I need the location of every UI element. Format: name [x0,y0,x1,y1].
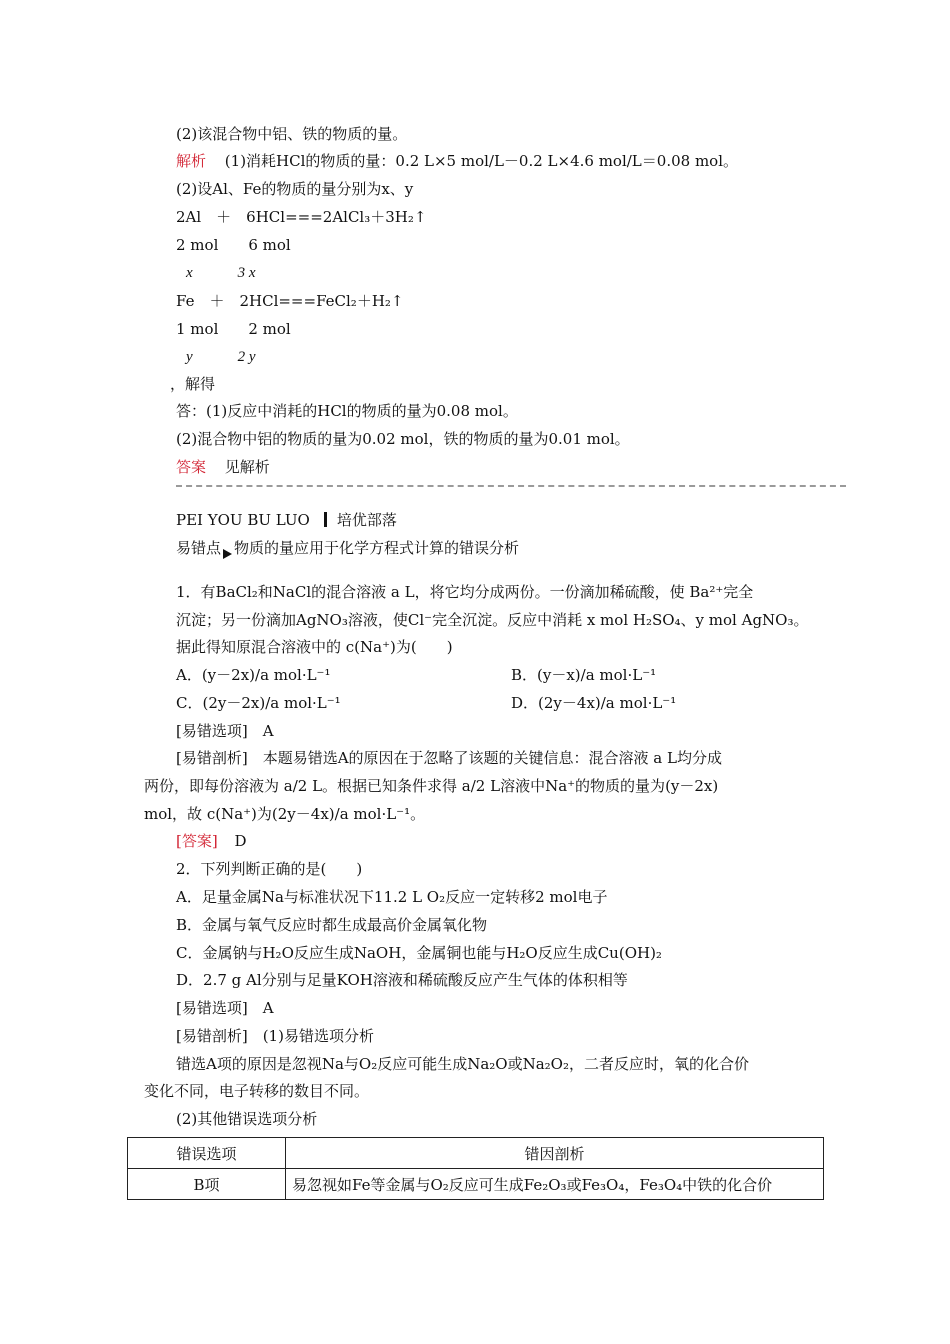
q1-wrong-option: [易错选项] A [176,722,274,740]
q1-option-a: A．(y－2x)/a mol·L⁻¹ [176,666,331,684]
equation-fe-mol: 1 mol 2 mol [176,320,291,338]
q1-stem-2: 沉淀；另一份滴加AgNO₃溶液，使Cl⁻完全沉淀。反应中消耗 x mol H₂SO₄、y mol AgNO₃。 [176,611,809,629]
q1-analysis-2: 两份，即每份溶液为 a/2 L。根据已知条件求得 a/2 L溶液中Na⁺的物质的量为(y－2x) [144,777,719,795]
equation-al-vars: x 3 x [186,265,256,281]
play-triangle-icon [223,549,232,559]
answer-text: 见解析 [224,458,270,476]
equation-al: 2Al ＋ 6HCl===2AlCl₃＋3H₂↑ [176,208,427,226]
error-analysis-table [127,1137,824,1200]
q2-option-b: B．金属与氧气反应时都生成最高价金属氧化物 [176,916,488,934]
q1-answer-value: D [234,832,247,850]
q1-analysis-3: mol，故 c(Na⁺)为(2y－4x)/a mol·L⁻¹。 [144,805,426,823]
section-bar [324,512,327,527]
table-cell: B项 [128,1169,286,1200]
section-divider [176,485,846,487]
table-cell: 易忽视如Fe等金属与O₂反应可生成Fe₂O₃或Fe₃O₄，Fe₃O₄中铁的化合价 [286,1169,824,1200]
error-point-heading [176,538,519,559]
q1-option-d: D．(2y－4x)/a mol·L⁻¹ [511,694,677,712]
q1-answer-label: [答案] [176,832,218,850]
analysis-label: 解析 [176,152,207,170]
error-point-title: 物质的量应用于化学方程式计算的错误分析 [234,539,520,557]
error-point-label: 易错点 [176,539,222,557]
solve-text: ，解得 [170,375,216,393]
section-header [176,510,397,530]
answer-line-1: 答：(1)反应中消耗的HCl的物质的量为0.08 mol。 [176,402,518,420]
answer-line-2: (2)混合物中铝的物质的量为0.02 mol，铁的物质的量为0.01 mol。 [176,430,630,448]
table-header-row [128,1138,824,1169]
answer-summary [176,457,270,477]
equation-al-mol: 2 mol 6 mol [176,236,291,254]
section-title: 培优部落 [336,511,397,529]
answer-label: 答案 [176,458,207,476]
q2-stem: 2．下列判断正确的是( ) [176,860,363,878]
equation-fe: Fe ＋ 2HCl===FeCl₂＋H₂↑ [176,292,404,310]
q2-analysis-2: 变化不同，电子转移的数目不同。 [144,1082,370,1100]
q1-option-c: C．(2y－2x)/a mol·L⁻¹ [176,694,341,712]
q2-option-c: C．金属钠与H₂O反应生成NaOH，金属铜也能与H₂O反应生成Cu(OH)₂ [176,944,662,962]
section-pinyin: PEI YOU BU LUO [176,511,310,529]
table-header-cell: 错因剖析 [286,1138,824,1169]
q2-analysis-head: [易错剖析] (1)易错选项分析 [176,1027,374,1045]
table-header-cell: 错误选项 [128,1138,286,1169]
q2-option-a: A．足量金属Na与标准状况下11.2 L O₂反应一定转移2 mol电子 [176,888,608,906]
q1-answer [176,831,247,851]
q1-stem-3: 据此得知原混合溶液中的 c(Na⁺)为( ) [176,638,453,656]
q2-wrong-option: [易错选项] A [176,999,274,1017]
q1-stem-1: 1．有BaCl₂和NaCl的混合溶液 a L，将它均分成两份。一份滴加稀硫酸，使 Ba²⁺完全 [176,583,754,601]
table-row [128,1169,824,1200]
q1-analysis-1: [易错剖析] 本题易错选A的原因在于忽略了该题的关键信息：混合溶液 a L均分成 [176,749,722,767]
q1-option-b: B．(y－x)/a mol·L⁻¹ [511,666,657,684]
q2-option-d: D．2.7 g Al分别与足量KOH溶液和稀硫酸反应产生气体的体积相等 [176,971,628,989]
analysis-text: (1)消耗HCl的物质的量：0.2 L×5 mol/L－0.2 L×4.6 mol/L＝0.08 mol。 [224,152,738,170]
q2-analysis-1: 错选A项的原因是忽视Na与O₂反应可能生成Na₂O或Na₂O₂，二者反应时，氧的化合价 [176,1055,749,1073]
question-part-2: (2)该混合物中铝、铁的物质的量。 [176,125,408,143]
analysis-line [176,151,738,171]
set-variables: (2)设Al、Fe的物质的量分别为x、y [176,180,414,198]
q2-other-head: (2)其他错误选项分析 [176,1110,318,1128]
equation-fe-vars: y 2 y [186,349,256,365]
